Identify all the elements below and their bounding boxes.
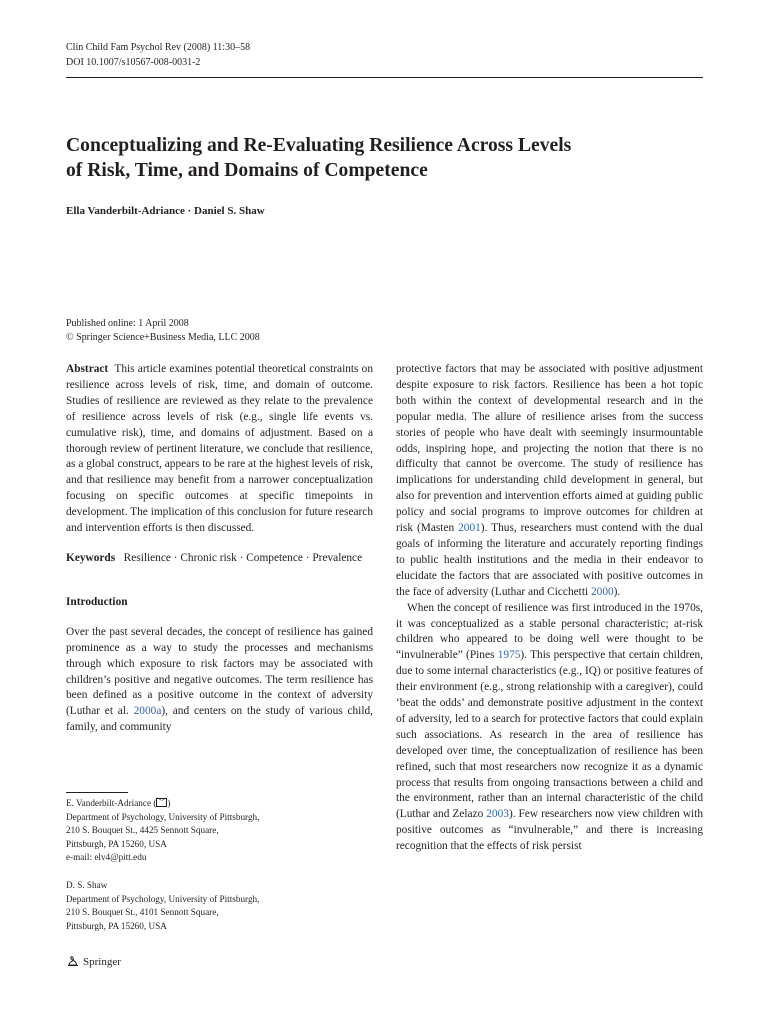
- section-heading-introduction: Introduction: [66, 595, 128, 608]
- journal-meta: [66, 40, 250, 70]
- author-footnotes: [66, 797, 373, 933]
- copyright: © Springer Science+Business Media, LLC 2008: [66, 332, 260, 343]
- title-line-1: Conceptualizing and Re-Evaluating Resilience Across Levels: [66, 135, 572, 156]
- citation-link[interactable]: 2001: [458, 522, 481, 535]
- citation-link[interactable]: 2003: [486, 808, 509, 821]
- body-paragraph: When the concept of resilience was first introduced in the 1970s, it was conceptualized as a stable personal characteristic; at-risk children who appeared to be doing well were thought to be “invulnerable” (Pines 1975). This perspective that certain children, due to some internal characteristics (e.g., IQ) or positive features of their environment (e.g., strong relationship with a caregiver), could ‘beat the odds’ and demonstrate positive adjustment in the context of adversity, led to a search for protective factors that could explain such associations. As research in the area of resilience has developed over time, the conceptualization of resilience has been refined, such that most researchers now recognize it as a dynamic process that results from ongoing transactions between a child and the environment, rather than an internal characteristic of the child (Luthar and Zelazo 2003). Few researchers now view children with positive outcomes as “invulnerable,” and there is increasing recognition that the effects of risk persist: [396, 601, 703, 853]
- authors: Ella Vanderbilt-Adriance · Daniel S. Shaw: [66, 205, 265, 217]
- publisher-footer: [66, 953, 121, 971]
- header-rule: [66, 77, 703, 78]
- citation-link[interactable]: 2000: [590, 585, 614, 598]
- doi: DOI 10.1007/s10567-008-0031-2: [66, 57, 201, 68]
- intro-paragraph: Over the past several decades, the concept of resilience has gained prominence as a way to study the processes and mechanisms through which exposure to risk factors may be associated with children’s positive and negative outcomes. The term resilience has been defined as a positive outcome in the context of adversity (Luthar et al. 2000a), and centers on the study of various child, family, and community: [66, 625, 373, 734]
- author-affiliation: D. S. Shaw Department of Psychology, University of Pittsburgh, 210 S. Bouquet St., 4101 Sennott Square, Pittsburgh, PA 15260, USA: [66, 879, 260, 931]
- abstract-text: This article examines potential theoretical constraints on resilience across levels of risk, time, and domain of outcome. Studies of resilience are reviewed as they relate to the prevalence of resilience across levels of risk (e.g., single life events vs. cumulative risk), time, and domains of adjustment. Based on a thorough review of pertinent literature, we conclude that resilience, as a global construct, appears to be rare at the highest levels of risk, and that resilience may benefit from a narrower conceptualization focusing on specific outcomes at specific timepoints in development. The implication of this conclusion for future research and intervention efforts is then discussed.: [66, 363, 373, 535]
- published-date: Published online: 1 April 2008: [66, 318, 189, 329]
- abstract-label: Abstract: [66, 363, 109, 375]
- journal-citation: Clin Child Fam Psychol Rev (2008) 11:30–58: [66, 42, 251, 53]
- article-title: [66, 133, 666, 183]
- citation-link[interactable]: 2000a: [133, 705, 162, 718]
- publisher-name: Springer: [83, 956, 121, 968]
- right-column: [396, 362, 703, 855]
- author-email[interactable]: e-mail: elv4@pitt.edu: [66, 852, 147, 863]
- envelope-icon[interactable]: [156, 798, 167, 807]
- abstract: [66, 362, 373, 537]
- left-column: [66, 362, 373, 736]
- publication-info: [66, 317, 260, 345]
- footnote-rule: [66, 792, 128, 793]
- springer-logo-icon: [66, 953, 80, 971]
- author-affiliation: E. Vanderbilt-Adriance ( ) Department of Psychology, University of Pittsburgh, 210 S. Bouquet St., 4425 Sennott Square, Pittsburgh, PA 15260, USA e-mail: elv4@pitt.edu: [66, 797, 373, 865]
- title-line-2: of Risk, Time, and Domains of Competence: [66, 160, 428, 181]
- citation-link[interactable]: 1975: [497, 649, 521, 662]
- keywords-label: Keywords: [66, 551, 116, 564]
- keywords: [66, 551, 373, 567]
- keywords-text: Resilience · Chronic risk · Competence · Prevalence: [123, 551, 363, 564]
- body-paragraph: protective factors that may be associated with positive adjustment despite exposure to risk factors. Resilience has been a hot topic both within the context of developmental research and in the popular media. The allure of resilience arises from the success stories of people who have dealt with seemingly insurmountable odds, inspiring hope, and projecting the notion that there is no difficulty that cannot be overcome. The study of resilience has implications for understanding child development in general, but also for prevention and intervention efforts aimed at guiding public policy and social programs to improve outcomes for children at risk (Masten 2001). Thus, researchers must contend with the dual goals of informing the literature and accurately reporting findings to public health institutions and the media in their endeavor to elucidate the factors that are associated with positive outcomes in the face of adversity (Luthar and Cicchetti 2000).: [396, 363, 703, 598]
